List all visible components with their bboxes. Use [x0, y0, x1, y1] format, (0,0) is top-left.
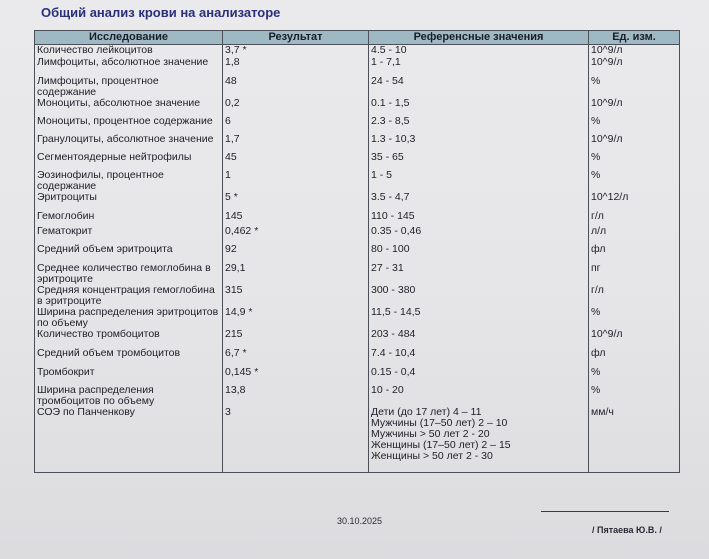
table-row — [35, 367, 680, 385]
reference-cell — [369, 98, 589, 116]
reference-cell — [369, 307, 589, 329]
reference-value: Мужчины > 50 лет 2 - 20 — [371, 427, 490, 440]
result-cell: 0,2 — [223, 98, 369, 116]
result-cell: 215 — [223, 329, 369, 348]
reference-value: Женщины (17–50 лет) 2 – 15 — [371, 438, 511, 451]
table-row — [35, 134, 680, 152]
reference-cell — [369, 407, 589, 473]
unit-cell: % — [589, 76, 680, 98]
reference-value: Мужчины (17–50 лет) 2 – 10 — [371, 416, 508, 429]
result-cell: 145 — [223, 211, 369, 226]
table-row — [35, 263, 680, 285]
reference-value: 3.5 - 4,7 — [371, 191, 410, 203]
result-cell: 6,7 * — [223, 348, 369, 367]
unit-cell: фл — [589, 244, 680, 263]
unit-cell: % — [589, 307, 680, 329]
unit-cell: 10^9/л — [589, 329, 680, 348]
table-row — [35, 285, 680, 307]
unit-cell: 10^9/л — [589, 57, 680, 76]
report-date: 30.10.2025 — [337, 516, 383, 526]
reference-value: 1.3 - 10,3 — [371, 133, 416, 145]
reference-value: Дети (до 17 лет) 4 – 11 — [371, 406, 482, 418]
result-cell: 48 — [223, 76, 369, 98]
reference-value: 10 - 20 — [371, 384, 404, 396]
test-name-cell: Средняя концентрация гемоглобина в эритроците — [35, 285, 223, 307]
table-row — [35, 244, 680, 263]
unit-cell: % — [589, 152, 680, 170]
result-cell: 1 — [223, 170, 369, 192]
result-cell: 92 — [223, 244, 369, 263]
unit-cell: 10^12/л — [589, 192, 680, 211]
test-name-cell: СОЭ по Панченкову — [35, 407, 223, 473]
reference-value: 2.3 - 8,5 — [371, 115, 410, 127]
header-unit: Ед. изм. — [589, 31, 680, 45]
result-cell: 5 * — [223, 192, 369, 211]
reference-value: 300 - 380 — [371, 284, 416, 296]
table-body — [35, 45, 680, 473]
reference-cell — [369, 329, 589, 348]
table-row — [35, 170, 680, 192]
reference-cell — [369, 244, 589, 263]
table-row — [35, 116, 680, 134]
reference-value: 4.5 - 10 — [371, 44, 407, 56]
test-name-cell: Гематокрит — [35, 226, 223, 244]
test-name-cell: Лимфоциты, абсолютное значение — [35, 57, 223, 76]
result-cell: 45 — [223, 152, 369, 170]
test-name-cell: Количество тромбоцитов — [35, 329, 223, 348]
reference-value: 80 - 100 — [371, 243, 410, 255]
doctor-signature: / Пятаева Ю.В. / — [592, 525, 662, 535]
result-cell: 29,1 — [223, 263, 369, 285]
table-row — [35, 192, 680, 211]
blood-test-table — [34, 30, 680, 473]
unit-cell: мм/ч — [589, 407, 680, 473]
test-name-cell: Средний объем эритроцита — [35, 244, 223, 263]
reference-cell — [369, 76, 589, 98]
reference-value: 24 - 54 — [371, 75, 404, 87]
unit-cell: 10^9/л — [589, 45, 680, 57]
test-name-cell: Лимфоциты, процентное содержание — [35, 76, 223, 98]
test-name-cell: Ширина распределения эритроцитов по объему — [35, 307, 223, 329]
table-row — [35, 407, 680, 473]
test-name-cell: Сегментоядерные нейтрофилы — [35, 152, 223, 170]
result-cell: 6 — [223, 116, 369, 134]
reference-cell — [369, 116, 589, 134]
test-name-cell: Эозинофилы, процентное содержание — [35, 170, 223, 192]
table-row — [35, 211, 680, 226]
reference-cell — [369, 367, 589, 385]
reference-value: Женщины > 50 лет 2 - 30 — [371, 449, 493, 462]
test-name-cell: Моноциты, абсолютное значение — [35, 98, 223, 116]
table-header-row — [35, 31, 680, 45]
result-cell: 0,462 * — [223, 226, 369, 244]
result-cell: 0,145 * — [223, 367, 369, 385]
table-row — [35, 226, 680, 244]
result-cell: 13,8 — [223, 385, 369, 407]
reference-cell — [369, 211, 589, 226]
table-row — [35, 385, 680, 407]
reference-cell — [369, 45, 589, 57]
result-cell: 3,7 * — [223, 45, 369, 57]
reference-cell — [369, 348, 589, 367]
reference-value: 11,5 - 14,5 — [371, 306, 421, 318]
unit-cell: % — [589, 367, 680, 385]
table-row — [35, 329, 680, 348]
result-cell: 315 — [223, 285, 369, 307]
header-test: Исследование — [35, 31, 223, 45]
reference-value: 110 - 145 — [371, 210, 415, 222]
table-row — [35, 76, 680, 98]
test-name-cell: Средний объем тромбоцитов — [35, 348, 223, 367]
reference-cell — [369, 152, 589, 170]
test-name-cell: Тромбокрит — [35, 367, 223, 385]
result-cell: 1,7 — [223, 134, 369, 152]
signature-line — [541, 511, 669, 512]
reference-value: 1 - 7,1 — [371, 56, 401, 68]
table-row — [35, 307, 680, 329]
report-title: Общий анализ крови на анализаторе — [41, 5, 281, 20]
result-cell: 14,9 * — [223, 307, 369, 329]
unit-cell: 10^9/л — [589, 98, 680, 116]
reference-value: 0.35 - 0,46 — [371, 225, 422, 237]
unit-cell: % — [589, 385, 680, 407]
reference-cell — [369, 226, 589, 244]
test-name-cell: Среднее количество гемоглобина в эритроците — [35, 263, 223, 285]
unit-cell: % — [589, 170, 680, 192]
reference-value: 0.1 - 1,5 — [371, 97, 410, 109]
unit-cell: 10^9/л — [589, 134, 680, 152]
reference-value: 203 - 484 — [371, 328, 416, 340]
table-row — [35, 45, 680, 57]
test-name-cell: Ширина распределения тромбоцитов по объему — [35, 385, 223, 407]
test-name-cell: Гранулоциты, абсолютное значение — [35, 134, 223, 152]
unit-cell: г/л — [589, 211, 680, 226]
reference-value: 7.4 - 10,4 — [371, 347, 416, 359]
table-row — [35, 152, 680, 170]
unit-cell: пг — [589, 263, 680, 285]
header-result: Результат — [223, 31, 369, 45]
table-row — [35, 348, 680, 367]
test-name-cell: Количество лейкоцитов — [35, 45, 223, 57]
reference-cell — [369, 134, 589, 152]
result-cell: 3 — [223, 407, 369, 473]
reference-value: 27 - 31 — [371, 262, 404, 274]
reference-value: 1 - 5 — [371, 169, 393, 181]
header-reference: Референсные значения — [369, 31, 589, 45]
unit-cell: г/л — [589, 285, 680, 307]
reference-cell — [369, 57, 589, 76]
unit-cell: л/л — [589, 226, 680, 244]
reference-cell — [369, 192, 589, 211]
reference-cell — [369, 170, 589, 192]
reference-value: 0.15 - 0,4 — [371, 366, 416, 378]
reference-cell — [369, 263, 589, 285]
table-row — [35, 57, 680, 76]
result-cell: 1,8 — [223, 57, 369, 76]
test-name-cell: Эритроциты — [35, 192, 223, 211]
unit-cell: % — [589, 116, 680, 134]
test-name-cell: Гемоглобин — [35, 211, 223, 226]
test-name-cell: Моноциты, процентное содержание — [35, 116, 223, 134]
unit-cell: фл — [589, 348, 680, 367]
reference-cell — [369, 385, 589, 407]
reference-value: 35 - 65 — [371, 151, 404, 163]
reference-cell — [369, 285, 589, 307]
table-row — [35, 98, 680, 116]
